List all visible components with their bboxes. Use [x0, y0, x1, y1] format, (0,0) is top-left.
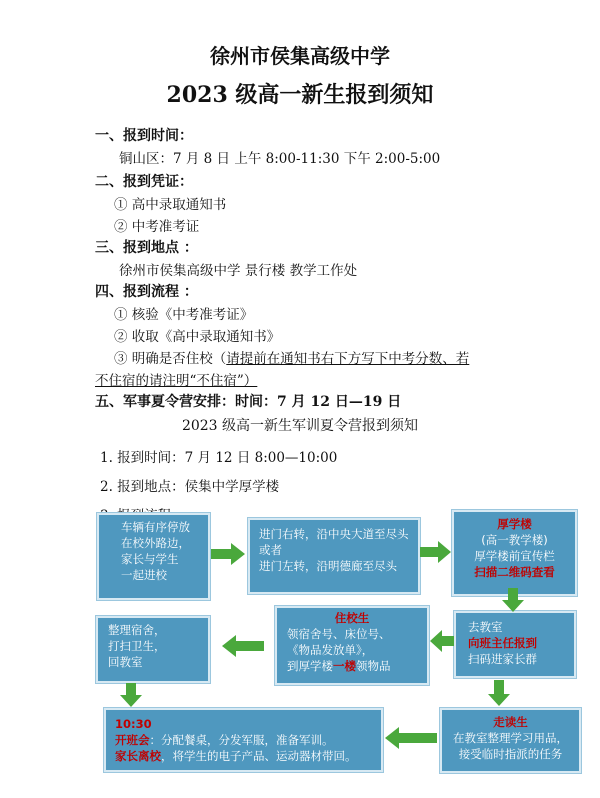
arrow-left-icon [430, 630, 454, 652]
section-3-location: 徐州市侯集高级中学 景行楼 教学工作处 [119, 263, 358, 279]
flow-step-houxue-line: (高一教学楼) [481, 533, 548, 547]
section-4-item-3-note: 请提前在通知书右下方写下中考分数、若 [226, 351, 470, 367]
flow-step-boarding [275, 606, 429, 685]
flow-step-parking-line: 在校外路边， [121, 536, 190, 550]
section-2-item-2: ② 中考准考证 [114, 219, 200, 235]
flow-step-class-meeting [104, 708, 383, 772]
section-4-item-3-note-cont: 不住宿的请注明“不住宿”） [95, 373, 258, 389]
flow-step-route-line: 或者 [259, 543, 282, 557]
page-title: 2023 级高一新生报到须知 [166, 82, 434, 108]
flow-step-dorm-line: 整理宿舍， [108, 623, 166, 637]
camp-title: 2023 级高一新生军训夏令营报到须知 [181, 418, 419, 434]
camp-item-2: 2. 报到地点：侯集中学厚学楼 [100, 479, 280, 495]
flow-step-classroom [454, 611, 576, 678]
section-4-item-1: ① 核验《中考准考证》 [114, 307, 254, 323]
arrow-down-icon [502, 588, 524, 612]
flow-step-route [248, 518, 420, 594]
arrow-right-icon [420, 541, 452, 563]
flow-step-classroom-line: 去教室 [468, 620, 503, 634]
section-1-time: 铜山区：7 月 8 日 上午 8:00-11:30 下午 2:00-5:00 [119, 151, 441, 167]
flow-step-dorm [96, 616, 210, 683]
flow-step-classroom-line: 扫码进家长群 [468, 652, 537, 666]
section-4-heading: 四、报到流程 ： [95, 284, 198, 300]
flow-step-meeting-line-2 [115, 732, 381, 748]
flow-step-boarding-line: 领宿舍号、床位号、 [287, 627, 391, 641]
flow-step-route-line: 进门右转，沿中央大道至尽头 [259, 527, 409, 541]
flow-step-parents-leave-label: 家长离校 [115, 749, 161, 763]
flow-step-route-line: 进门左转，沿明德廊至尽头 [259, 559, 397, 573]
arrow-down-icon [488, 680, 510, 706]
flow-step-meeting-detail: ：分配餐桌，分发军服，准备军训。 [149, 733, 334, 747]
camp-item-1: 1. 报到时间：7 月 12 日 8:00—10:00 [100, 450, 338, 466]
flow-step-houxue-line: 厚学楼前宣传栏 [474, 549, 555, 563]
flow-step-day-student-line: 在教室整理学习用品， [453, 731, 568, 745]
school-name: 徐州市侯集高级中学 [210, 44, 390, 68]
flow-step-meeting-line-3 [115, 748, 381, 764]
arrow-down-icon [120, 683, 142, 707]
section-4-item-3-label: ③ 明确是否住校（ [114, 351, 227, 367]
section-4-item-2: ② 收取《高中录取通知书》 [114, 329, 281, 345]
flow-step-houxue-heading: 厚学楼 [497, 517, 532, 531]
section-2-heading: 二、报到凭证： [95, 174, 193, 190]
arrow-left-icon [385, 727, 437, 749]
section-3-heading: 三、报到地点 ： [95, 240, 198, 256]
flow-step-boarding-line-4 [287, 658, 427, 674]
arrow-left-icon [222, 635, 264, 657]
flow-step-dorm-line: 打扫卫生， [108, 639, 166, 653]
flow-step-dorm-line: 回教室 [108, 655, 143, 669]
flow-step-boarding-post: 领物品 [356, 659, 391, 673]
section-1-heading: 一、报到时间： [95, 128, 193, 144]
section-4-item-3 [114, 347, 469, 367]
flow-step-classroom-report: 向班主任报到 [468, 636, 537, 650]
arrow-right-icon [211, 543, 247, 565]
flow-step-day-student-line: 接受临时指派的任务 [458, 747, 563, 761]
flow-step-meeting-label: 开班会 [115, 733, 150, 747]
flow-step-parents-leave-detail: ，将学生的电子产品、运动器材带回。 [161, 749, 357, 763]
flow-step-parking-line: 家长与学生 [121, 552, 179, 566]
flow-step-boarding-line: 《物品发放单》， [287, 643, 374, 657]
flow-step-houxue-qr: 扫描二维码查看 [474, 565, 555, 579]
flow-step-day-student [440, 708, 581, 773]
flow-step-boarding-pre: 到厚学楼 [287, 659, 333, 673]
section-5-heading: 五、军事夏令营安排：时间：7 月 12 日—19 日 [95, 394, 402, 410]
flow-step-day-student-heading: 走读生 [493, 715, 528, 729]
flow-step-boarding-heading: 住校生 [334, 611, 370, 625]
flow-step-parking [97, 513, 210, 600]
flow-step-meeting-time: 10:30 [115, 717, 152, 731]
section-2-item-1: ① 高中录取通知书 [114, 197, 227, 213]
flow-step-houxue-building [452, 510, 577, 596]
flow-step-boarding-floor: 一楼 [333, 659, 356, 673]
flow-step-parking-line: 车辆有序停放 [121, 520, 190, 534]
flow-step-parking-line: 一起进校 [121, 568, 167, 582]
